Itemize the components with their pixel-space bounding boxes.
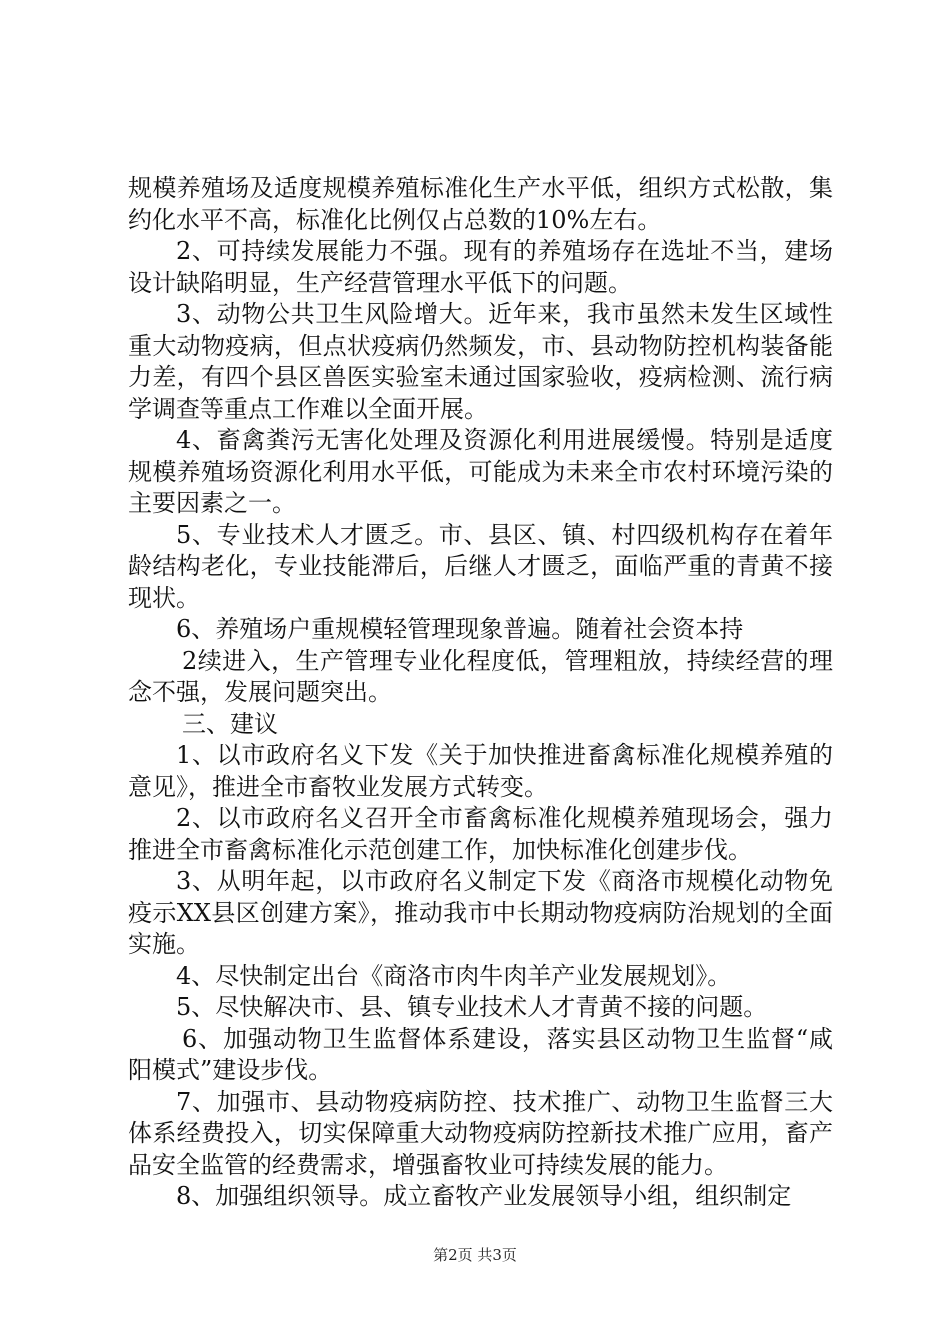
paragraph-6: 6、养殖场户重规模轻管理现象普遍。随着社会资本持	[176, 615, 744, 643]
paragraph-4: 4、畜禽粪污无害化处理及资源化利用进展缓慢。特别是适度规模养殖场资源化利用水平低，可能成为未来全市农村环境污染的主要因素之一。	[128, 426, 833, 517]
paragraph-3: 3、动物公共卫生风险增大。近年来，我市虽然未发生区域性重大动物疫病，但点状疫病仍然频发，市、县动物防控机构装备能力差，有四个县区兽医实验室未通过国家验收，疫病检测、流行病学调查等重点工作难以全面开展。	[128, 300, 833, 423]
paragraph-2: 2、可持续发展能力不强。现有的养殖场存在选址不当，建场设计缺陷明显，生产经营管理水平低下的问题。	[128, 237, 833, 297]
paragraph-7: 2续进入，生产管理专业化程度低，管理粗放，持续经营的理念不强，发展问题突出。	[128, 646, 833, 706]
suggestion-2: 2、以市政府名义召开全市畜禽标准化规模养殖现场会，强力推进全市畜禽标准化示范创建工作，加快标准化创建步伐。	[128, 804, 833, 864]
suggestion-1: 1、以市政府名义下发《关于加快推进畜禽标准化规模养殖的意见》，推进全市畜牧业发展方式转变。	[128, 741, 833, 801]
suggestion-6: 6、加强动物卫生监督体系建设，落实县区动物卫生监督“咸阳模式”建设步伐。	[128, 1024, 833, 1084]
suggestion-5: 5、尽快解决市、县、镇专业技术人才青黄不接的问题。	[176, 993, 768, 1021]
suggestion-4: 4、尽快制定出台《商洛市肉牛肉羊产业发展规划》。	[176, 961, 732, 990]
suggestion-3: 3、从明年起，以市政府名义制定下发《商洛市规模化动物免疫示XX县区创建方案》，推动我市中长期动物疫病防治规划的全面实施。	[128, 867, 833, 958]
suggestion-8: 8、加强组织领导。成立畜牧产业发展领导小组，组织制定	[176, 1182, 792, 1210]
body-text	[128, 173, 833, 1213]
suggestion-7: 7、加强市、县动物疫病防控、技术推广、动物卫生监督三大体系经费投入，切实保障重大动物疫病防控新技术推广应用，畜产品安全监管的经费需求，增强畜牧业可持续发展的能力。	[128, 1087, 833, 1179]
paragraph-5: 5、专业技术人才匮乏。市、县区、镇、村四级机构存在着年龄结构老化，专业技能滞后，后继人才匮乏，面临严重的青黄不接现状。	[128, 520, 833, 612]
paragraph-1: 规模养殖场及适度规模养殖标准化生产水平低，组织方式松散，集约化水平不高，标准化比例仅占总数的10%左右。	[128, 174, 833, 234]
section-heading-suggestions: 三、建议	[182, 709, 278, 738]
page-footer: 第2页 共3页	[433, 1246, 517, 1264]
